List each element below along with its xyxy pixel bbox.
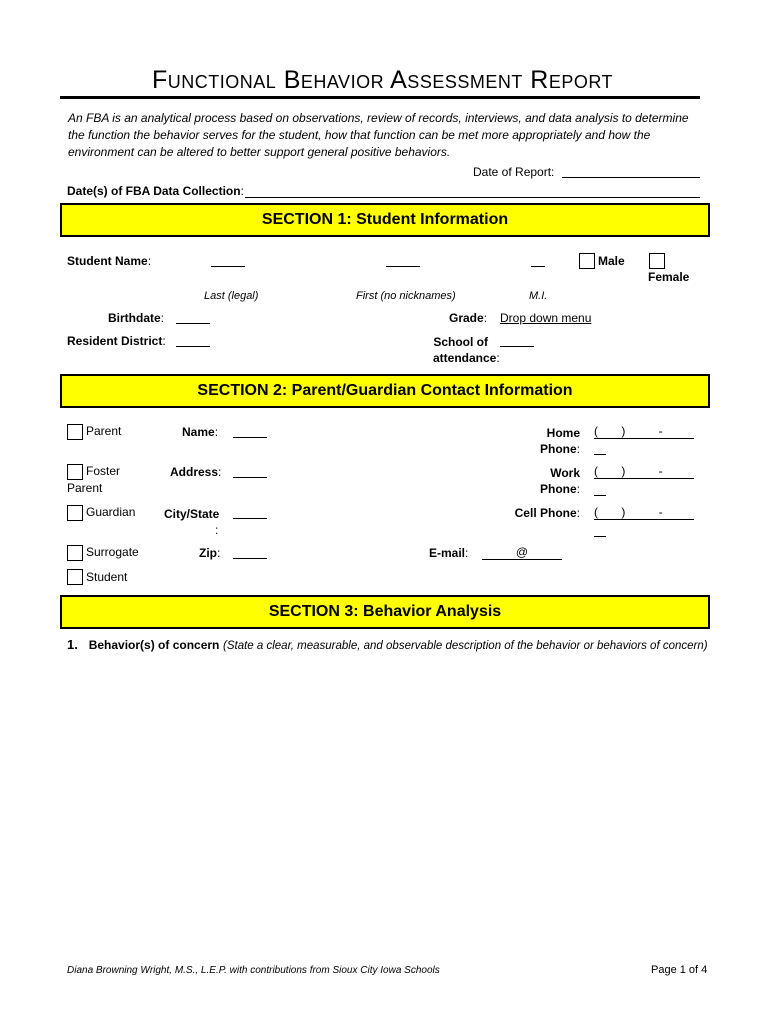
guardian-name-field[interactable] bbox=[233, 423, 267, 438]
female-checkbox[interactable] bbox=[649, 253, 665, 269]
behavior-concern-item: 1. Behavior(s) of concern (State a clear, measurable, and observable description of the behavior or behaviors of concern) bbox=[67, 637, 708, 652]
grade-label: Grade: bbox=[449, 311, 488, 325]
work-phone-field[interactable]: ( ) - bbox=[594, 464, 694, 479]
last-caption: Last (legal) bbox=[204, 290, 259, 302]
dates-collection-label: Date(s) of FBA Data Collection: bbox=[67, 184, 244, 198]
male-checkbox[interactable] bbox=[579, 253, 595, 269]
work-phone-label: Work Phone: bbox=[539, 466, 580, 496]
guardian-option: Guardian bbox=[86, 505, 136, 519]
intro-paragraph: An FBA is an analytical process based on observations, review of records, interviews, and data analysis to determine the function the behavior serves for the student, how that function can be met more appropriately and how the environment can be altered to better support general positive behaviors. bbox=[68, 111, 689, 159]
name-label: Name: bbox=[182, 425, 219, 439]
surrogate-option: Surrogate bbox=[86, 545, 139, 559]
grade-dropdown[interactable]: Drop down menu bbox=[500, 311, 592, 325]
foster-option-line2: Parent bbox=[67, 481, 103, 495]
guardian-checkbox[interactable] bbox=[67, 505, 83, 521]
city-state-label: City/State : bbox=[164, 507, 220, 537]
title-rule bbox=[60, 96, 700, 99]
surrogate-checkbox[interactable] bbox=[67, 545, 83, 561]
address-label: Address: bbox=[170, 465, 222, 479]
resident-district-label: Resident District: bbox=[67, 334, 166, 348]
footer-credit: Diana Browning Wright, M.S., L.E.P. with contributions from Sioux City Iowa Schools bbox=[67, 965, 440, 976]
report-title: Functional Behavior Assessment Report bbox=[151, 66, 614, 94]
section1-heading: SECTION 1: Student Information bbox=[60, 203, 710, 237]
zip-label: Zip: bbox=[199, 546, 221, 560]
page-number: Page 1 of 4 bbox=[651, 964, 708, 976]
date-of-report-label: Date of Report: bbox=[473, 165, 555, 179]
first-caption: First (no nicknames) bbox=[356, 290, 456, 302]
dates-collection-field[interactable] bbox=[245, 183, 700, 198]
cell-phone-field[interactable]: ( ) - bbox=[594, 505, 694, 520]
student-name-label: Student Name: bbox=[67, 254, 152, 268]
parent-option: Parent bbox=[86, 424, 122, 438]
last-name-field[interactable] bbox=[211, 252, 245, 267]
work-phone-field-cont[interactable] bbox=[594, 481, 606, 496]
behavior-concern-response-area[interactable] bbox=[67, 660, 705, 940]
parent-checkbox[interactable] bbox=[67, 424, 83, 440]
email-label: E-mail: bbox=[429, 546, 469, 560]
mi-caption: M.I. bbox=[529, 290, 548, 302]
birthdate-field[interactable] bbox=[176, 309, 210, 324]
cell-phone-field-cont[interactable] bbox=[594, 522, 606, 537]
city-state-field[interactable] bbox=[233, 504, 267, 519]
date-of-report-field[interactable] bbox=[562, 163, 700, 178]
student-checkbox[interactable] bbox=[67, 569, 83, 585]
foster-parent-checkbox[interactable] bbox=[67, 464, 83, 480]
school-label: School of attendance: bbox=[433, 335, 500, 365]
section3-heading: SECTION 3: Behavior Analysis bbox=[60, 595, 710, 629]
female-label: Female bbox=[648, 270, 690, 284]
student-option: Student bbox=[86, 570, 128, 584]
male-label: Male bbox=[598, 254, 625, 268]
foster-option: Foster bbox=[86, 464, 121, 478]
resident-district-field[interactable] bbox=[176, 332, 210, 347]
zip-field[interactable] bbox=[233, 544, 267, 559]
email-field[interactable]: @ bbox=[482, 545, 562, 560]
middle-initial-field[interactable] bbox=[531, 252, 545, 267]
home-phone-label: Home Phone: bbox=[539, 426, 580, 456]
first-name-field[interactable] bbox=[386, 252, 420, 267]
school-field[interactable] bbox=[500, 332, 534, 347]
birthdate-label: Birthdate: bbox=[108, 311, 165, 325]
home-phone-field[interactable]: ( ) - bbox=[594, 424, 694, 439]
address-field[interactable] bbox=[233, 463, 267, 478]
section2-heading: SECTION 2: Parent/Guardian Contact Information bbox=[60, 374, 710, 408]
cell-phone-label: Cell Phone: bbox=[514, 506, 580, 520]
home-phone-field-cont[interactable] bbox=[594, 440, 606, 455]
